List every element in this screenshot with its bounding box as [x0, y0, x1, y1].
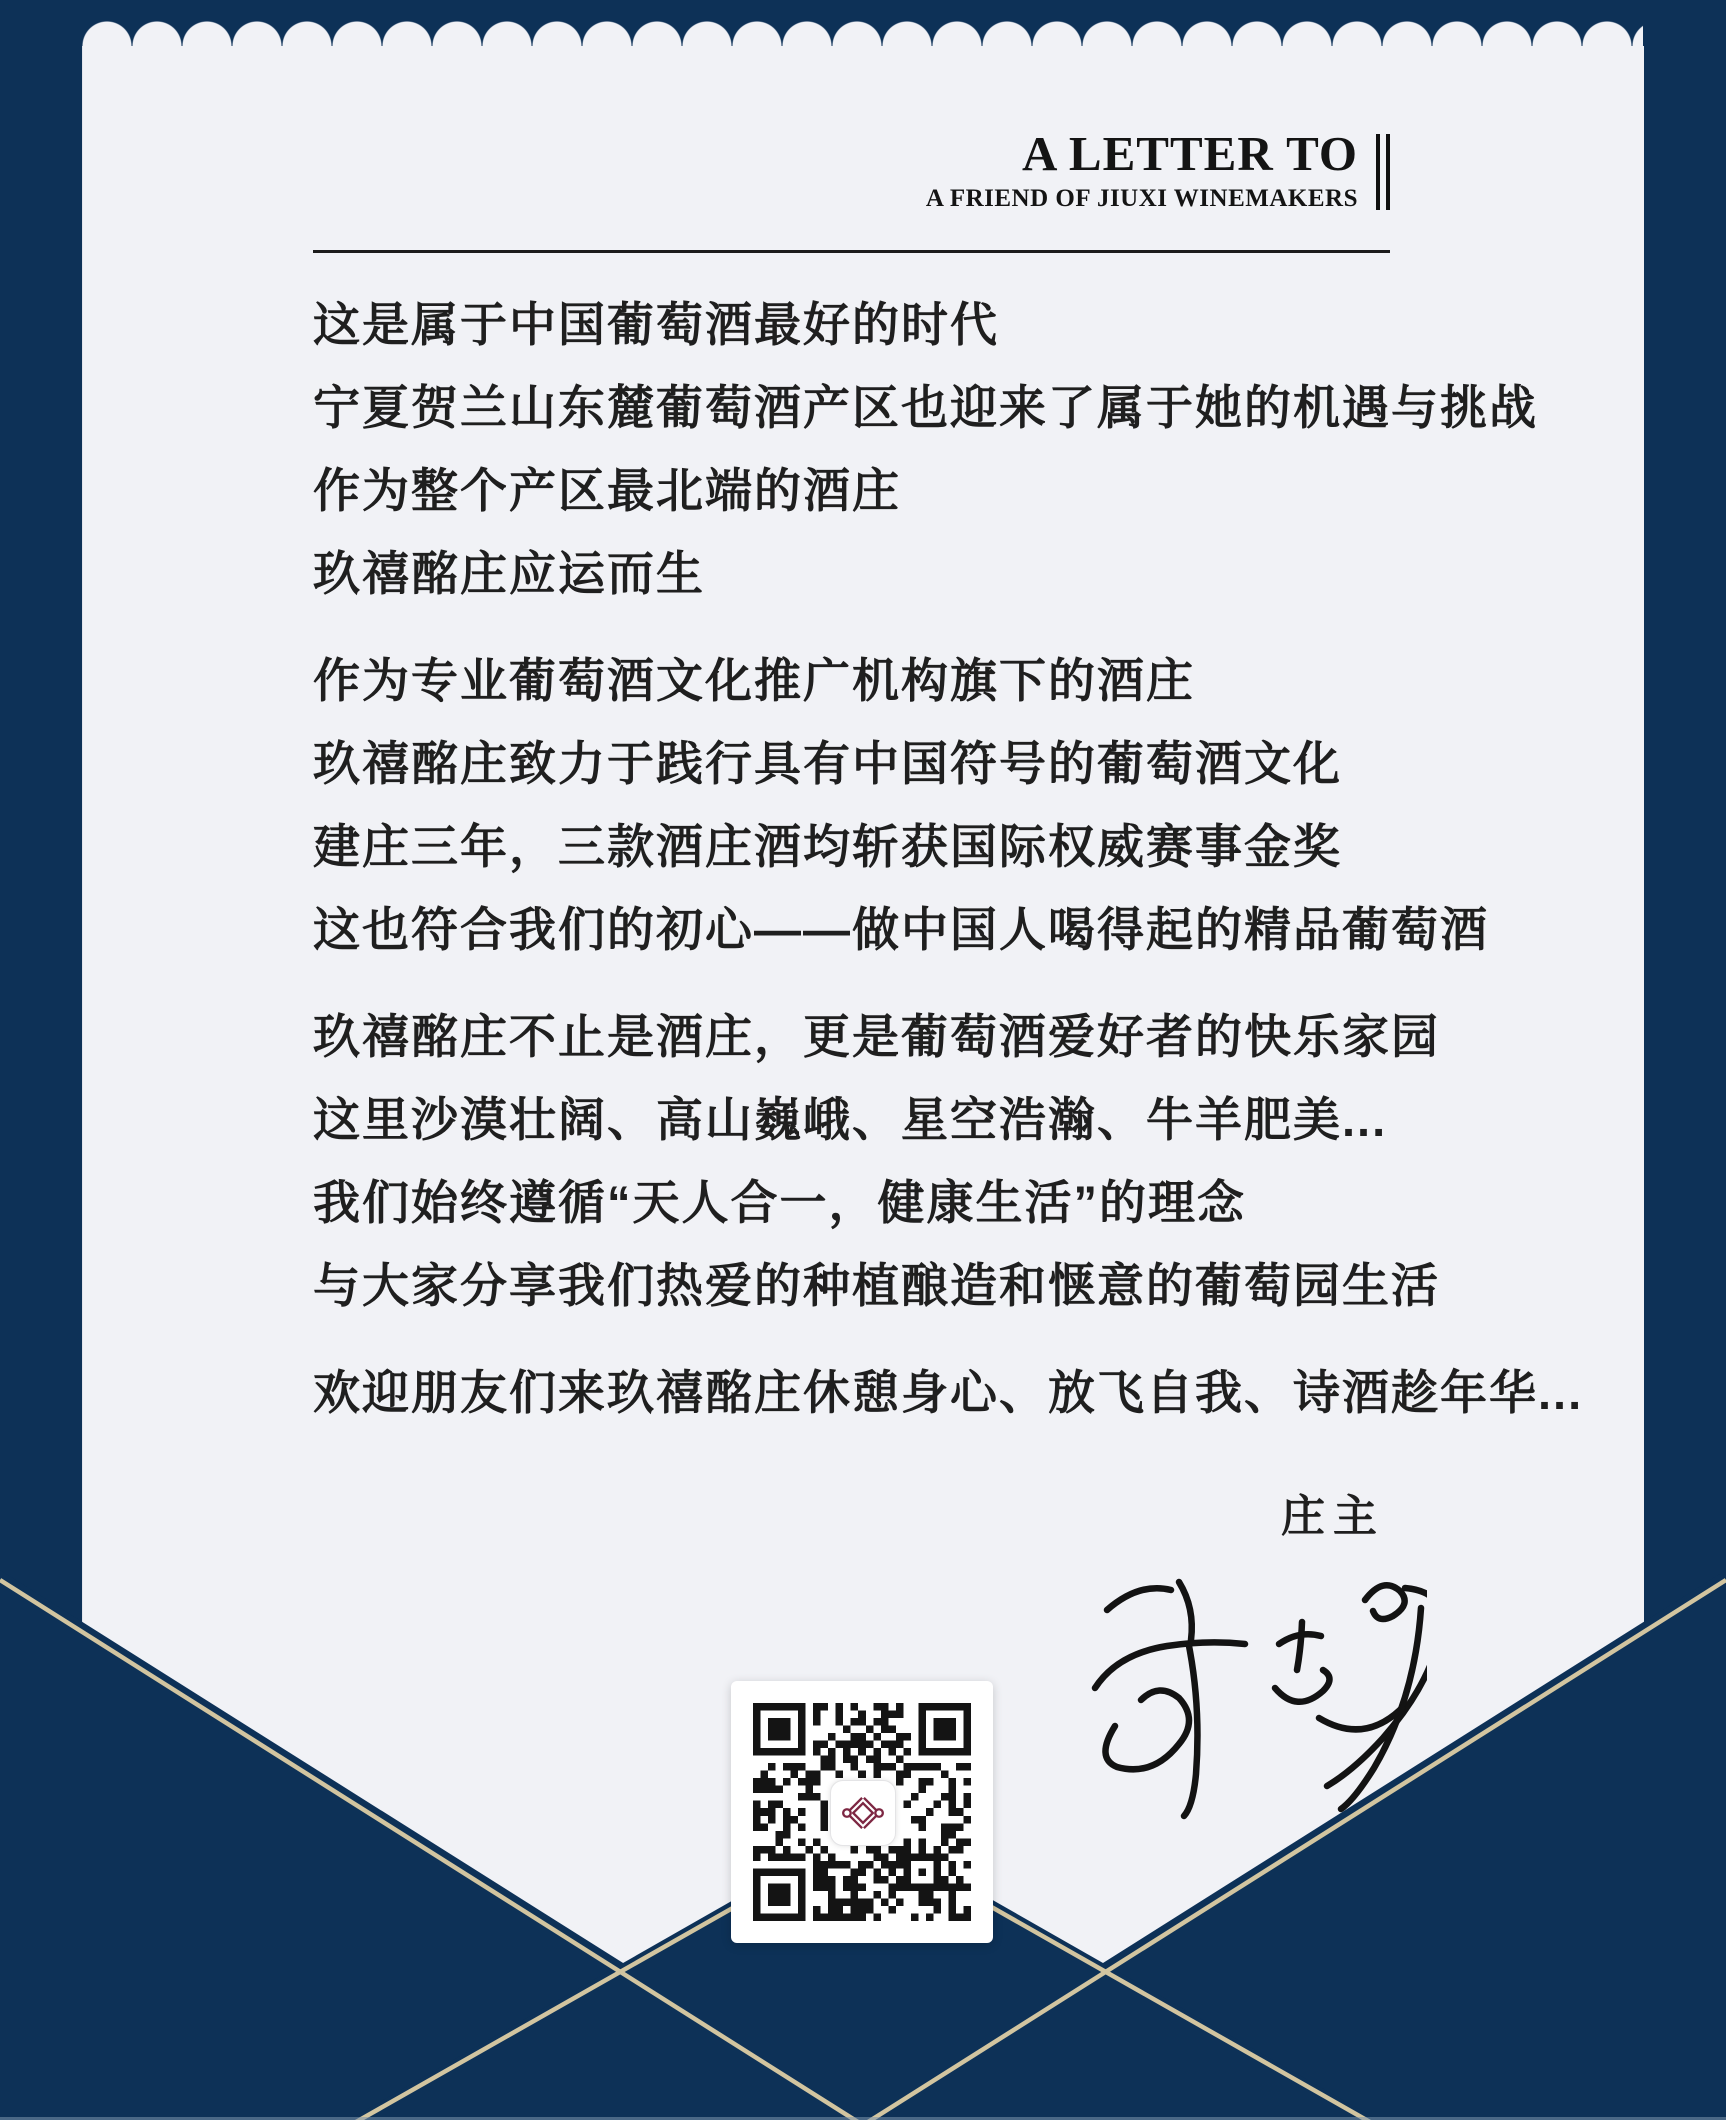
text-line: 我们始终遵循“天人合一，健康生活”的理念: [313, 1176, 1246, 1229]
header-rule: [313, 250, 1390, 253]
text-line: 与大家分享我们热爱的种植酿造和惬意的葡萄园生活: [313, 1259, 1440, 1312]
text-line: 建庄三年，三款酒庄酒均斩获国际权威赛事金奖: [313, 820, 1342, 873]
paragraph: [313, 1351, 1583, 1434]
text-line: 这也符合我们的初心——做中国人喝得起的精品葡萄酒: [313, 903, 1489, 956]
qr-center-badge: [830, 1780, 896, 1846]
text-line: 欢迎朋友们来玖禧酩庄休憩身心、放飞自我、诗酒趁年华...: [313, 1366, 1584, 1419]
text-line: 玖禧酩庄应运而生: [313, 547, 705, 600]
header-subtitle: A FRIEND OF JIUXI WINEMAKERS: [925, 185, 1358, 212]
paragraph: [313, 283, 1583, 615]
paper-scalloped-edge: [82, 21, 1643, 46]
letter-header: [313, 128, 1390, 214]
letter-body: [313, 283, 1583, 1458]
text-line: 作为整个产区最北端的酒庄: [313, 464, 901, 517]
handwritten-signature: [1083, 1548, 1427, 1820]
winery-knot-logo-icon: [838, 1788, 888, 1838]
text-line: 作为专业葡萄酒文化推广机构旗下的酒庄: [313, 654, 1195, 707]
text-line: 玖禧酩庄不止是酒庄，更是葡萄酒爱好者的快乐家园: [313, 1010, 1440, 1063]
text-line: 这是属于中国葡萄酒最好的时代: [313, 298, 999, 351]
header-double-bars-icon: [1376, 134, 1390, 210]
text-line: 宁夏贺兰山东麓葡萄酒产区也迎来了属于她的机遇与挑战: [313, 381, 1538, 434]
owner-label: 庄主: [1281, 1492, 1385, 1541]
text-line: 玖禧酩庄致力于践行具有中国符号的葡萄酒文化: [313, 737, 1342, 790]
paragraph: [313, 995, 1583, 1327]
signature-strokes-icon: [1095, 1582, 1427, 1816]
qr-card: [731, 1681, 993, 1943]
text-line: 这里沙漠壮阔、高山巍峨、星空浩瀚、牛羊肥美...: [313, 1093, 1388, 1146]
header-title: A LETTER TO: [1021, 126, 1358, 181]
header-text-block: [926, 128, 1358, 214]
paragraph: [313, 639, 1583, 971]
